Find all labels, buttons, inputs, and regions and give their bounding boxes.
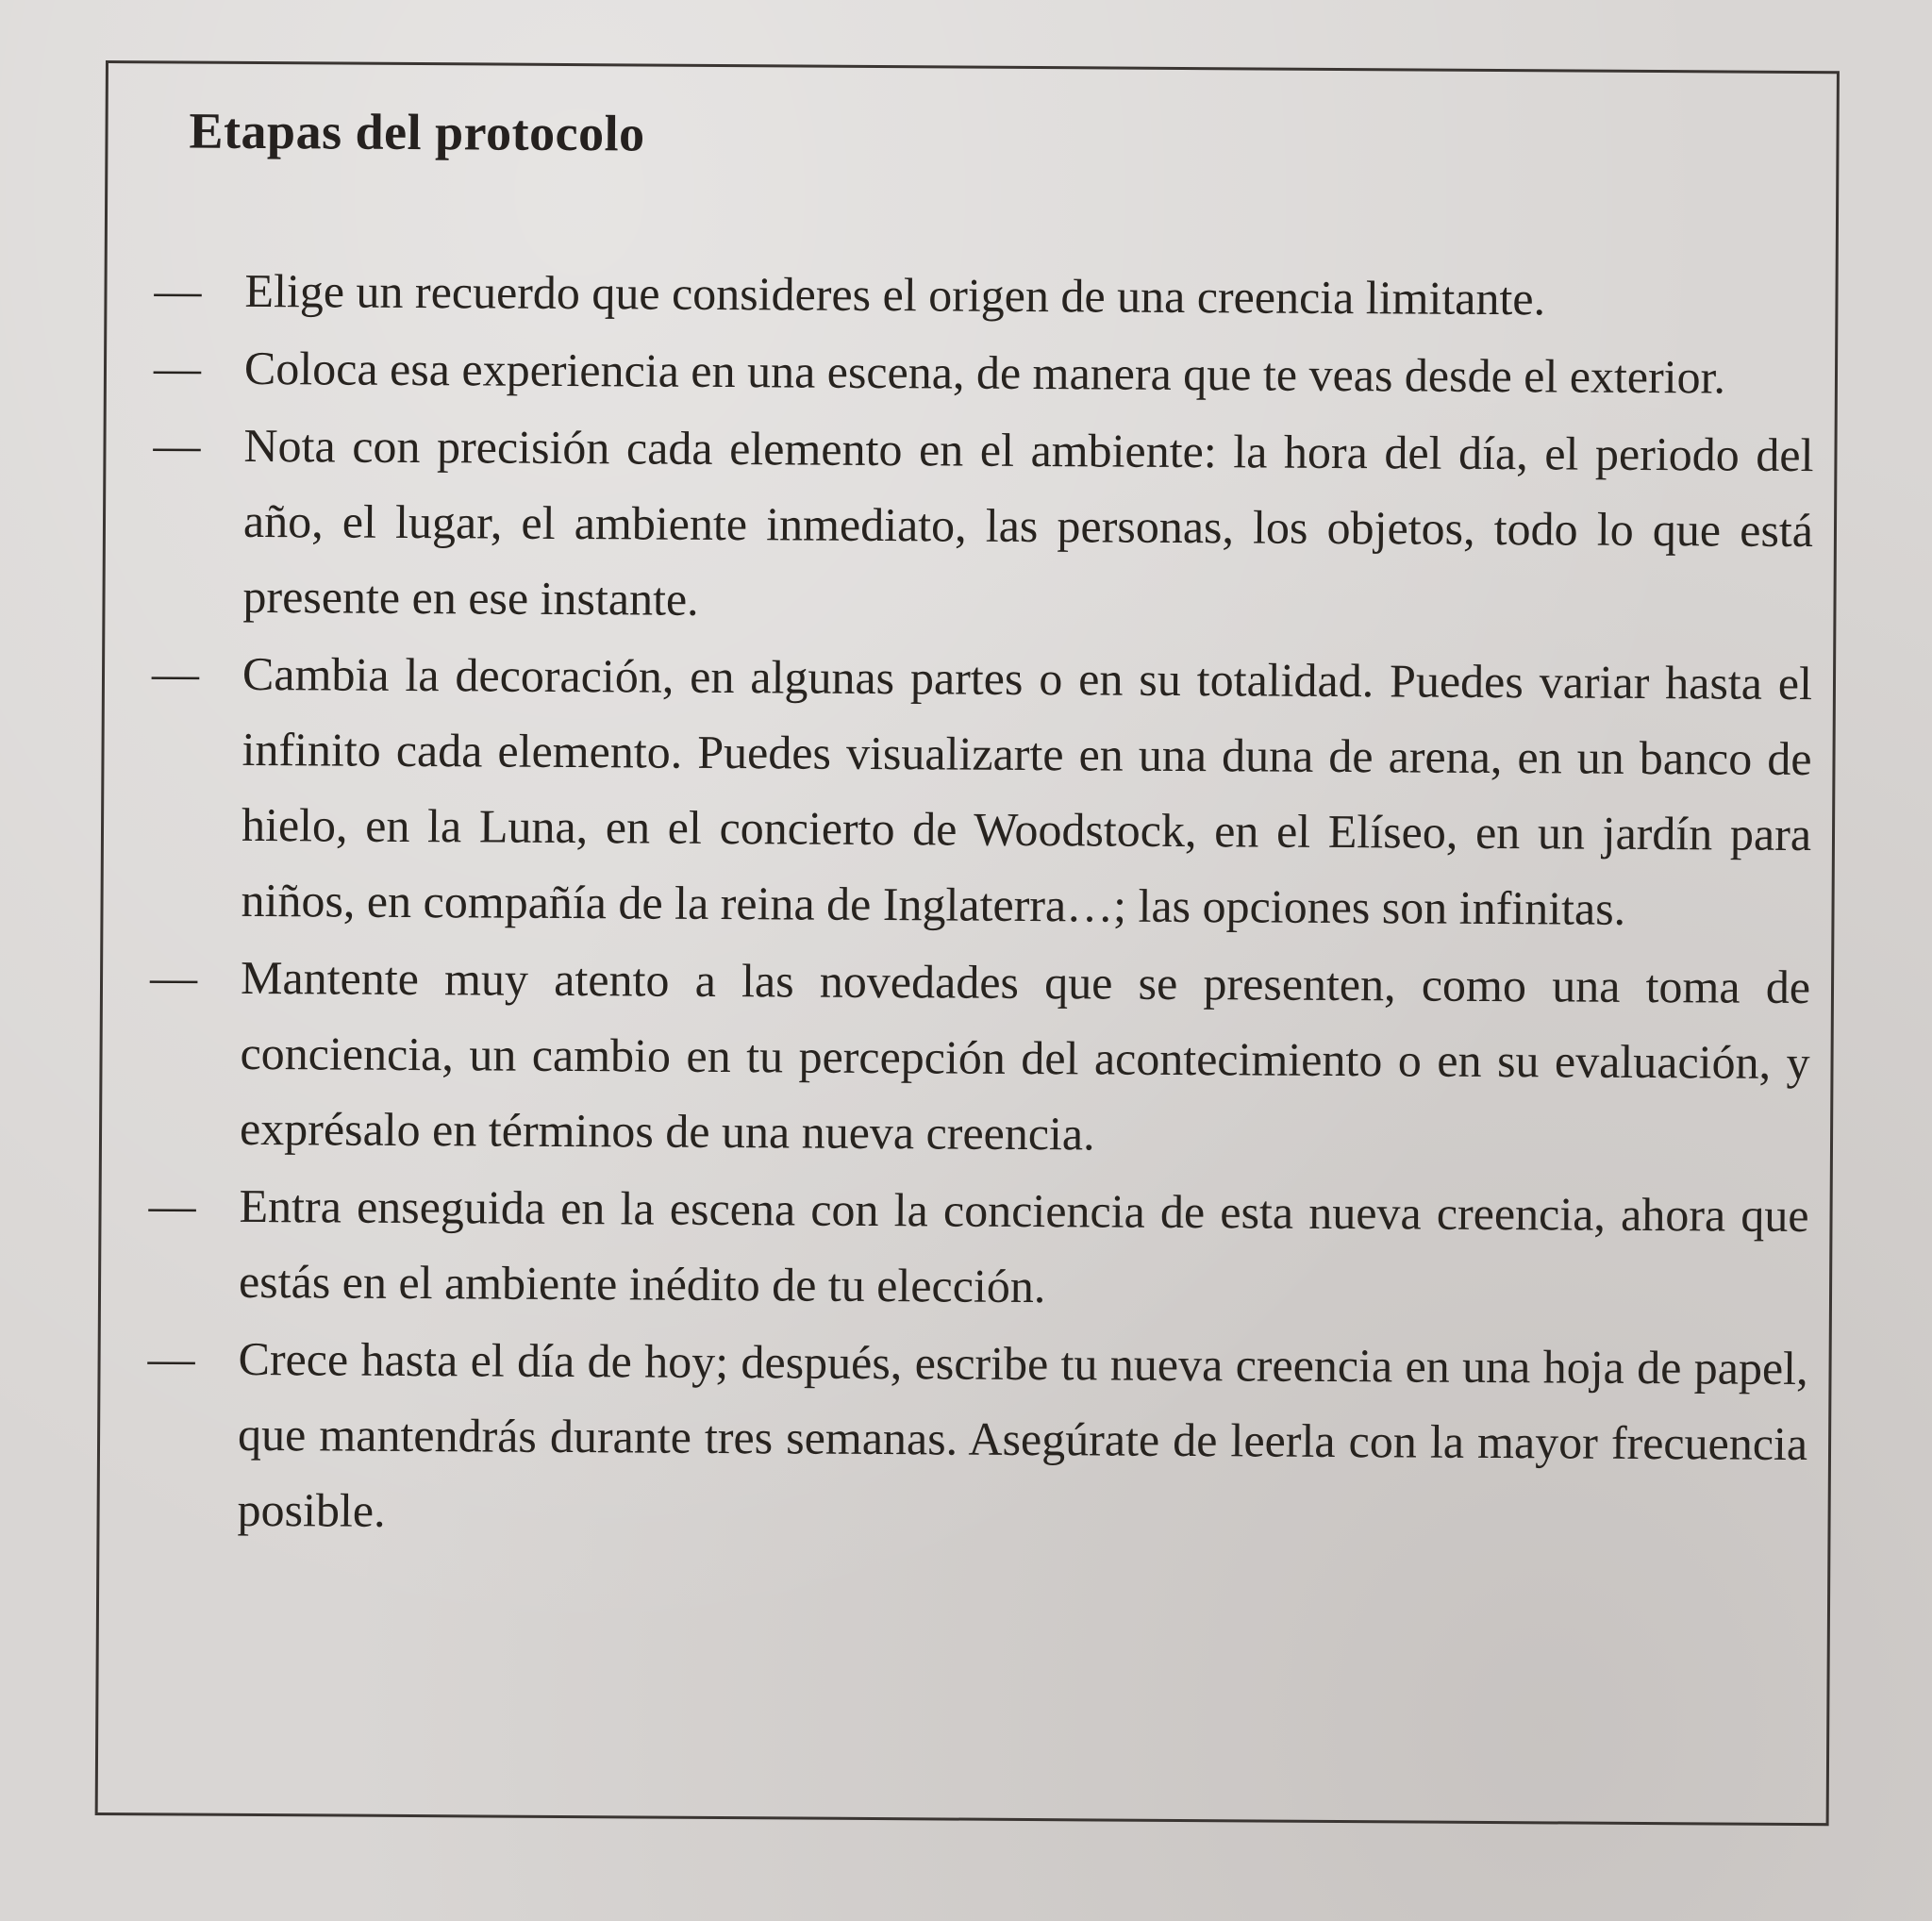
step-text: Cambia la decoración, en algunas partes o en su totalidad. Puedes variar hasta el infinito cada elemento. Puedes visualizarte en una duna de arena, en un banco de hielo, en la Luna, en el concierto de Woodstock, en el Elíseo, en un jardín para niños, en compañía de la reina de Inglaterra…; las opciones son infinitas. (241, 646, 1813, 935)
bullet-dash: — (149, 950, 198, 1004)
step-item (154, 252, 1814, 338)
steps-list (146, 252, 1814, 1559)
protocol-box (95, 60, 1840, 1826)
step-text: Elige un recuerdo que consideres el origen de una creencia limitante. (244, 263, 1546, 326)
step-item (152, 407, 1813, 643)
step-text: Entra enseguida en la escena con la conciencia de esta nueva creencia, ahora que estás en el ambiente inédito de tu elección. (238, 1178, 1809, 1313)
step-item (150, 635, 1812, 947)
bullet-dash: — (148, 1178, 196, 1232)
step-text: Mantente muy atento a las novedades que se presenten, como una toma de conciencia, un cambio en tu percepción del acontecimiento o en su evaluación, y exprésalo en términos de una nueva creencia. (239, 950, 1811, 1161)
bullet-dash: — (153, 418, 201, 472)
step-item (148, 1167, 1809, 1328)
step-item (149, 939, 1810, 1176)
bullet-dash: — (153, 341, 202, 394)
box-title: Etapas del protocolo (189, 102, 645, 162)
step-text: Coloca esa experiencia en una escena, de manera que te veas desde el exterior. (243, 341, 1726, 404)
step-item (154, 329, 1814, 415)
step-text: Nota con precisión cada elemento en el ambiente: la hora del día, el periodo del año, el lugar, el ambiente inmediato, las personas, los objetos, todo lo que está presente en ese instante. (242, 418, 1814, 626)
bullet-dash: — (154, 263, 202, 317)
step-text: Crece hasta el día de hoy; después, escribe tu nueva creencia en una hoja de papel, que mantendrás durante tres semanas. Asegúrate de leerla con la mayor frecuencia posible. (237, 1331, 1808, 1537)
bullet-dash: — (151, 646, 200, 700)
bullet-dash: — (147, 1331, 195, 1385)
step-item (146, 1320, 1807, 1557)
